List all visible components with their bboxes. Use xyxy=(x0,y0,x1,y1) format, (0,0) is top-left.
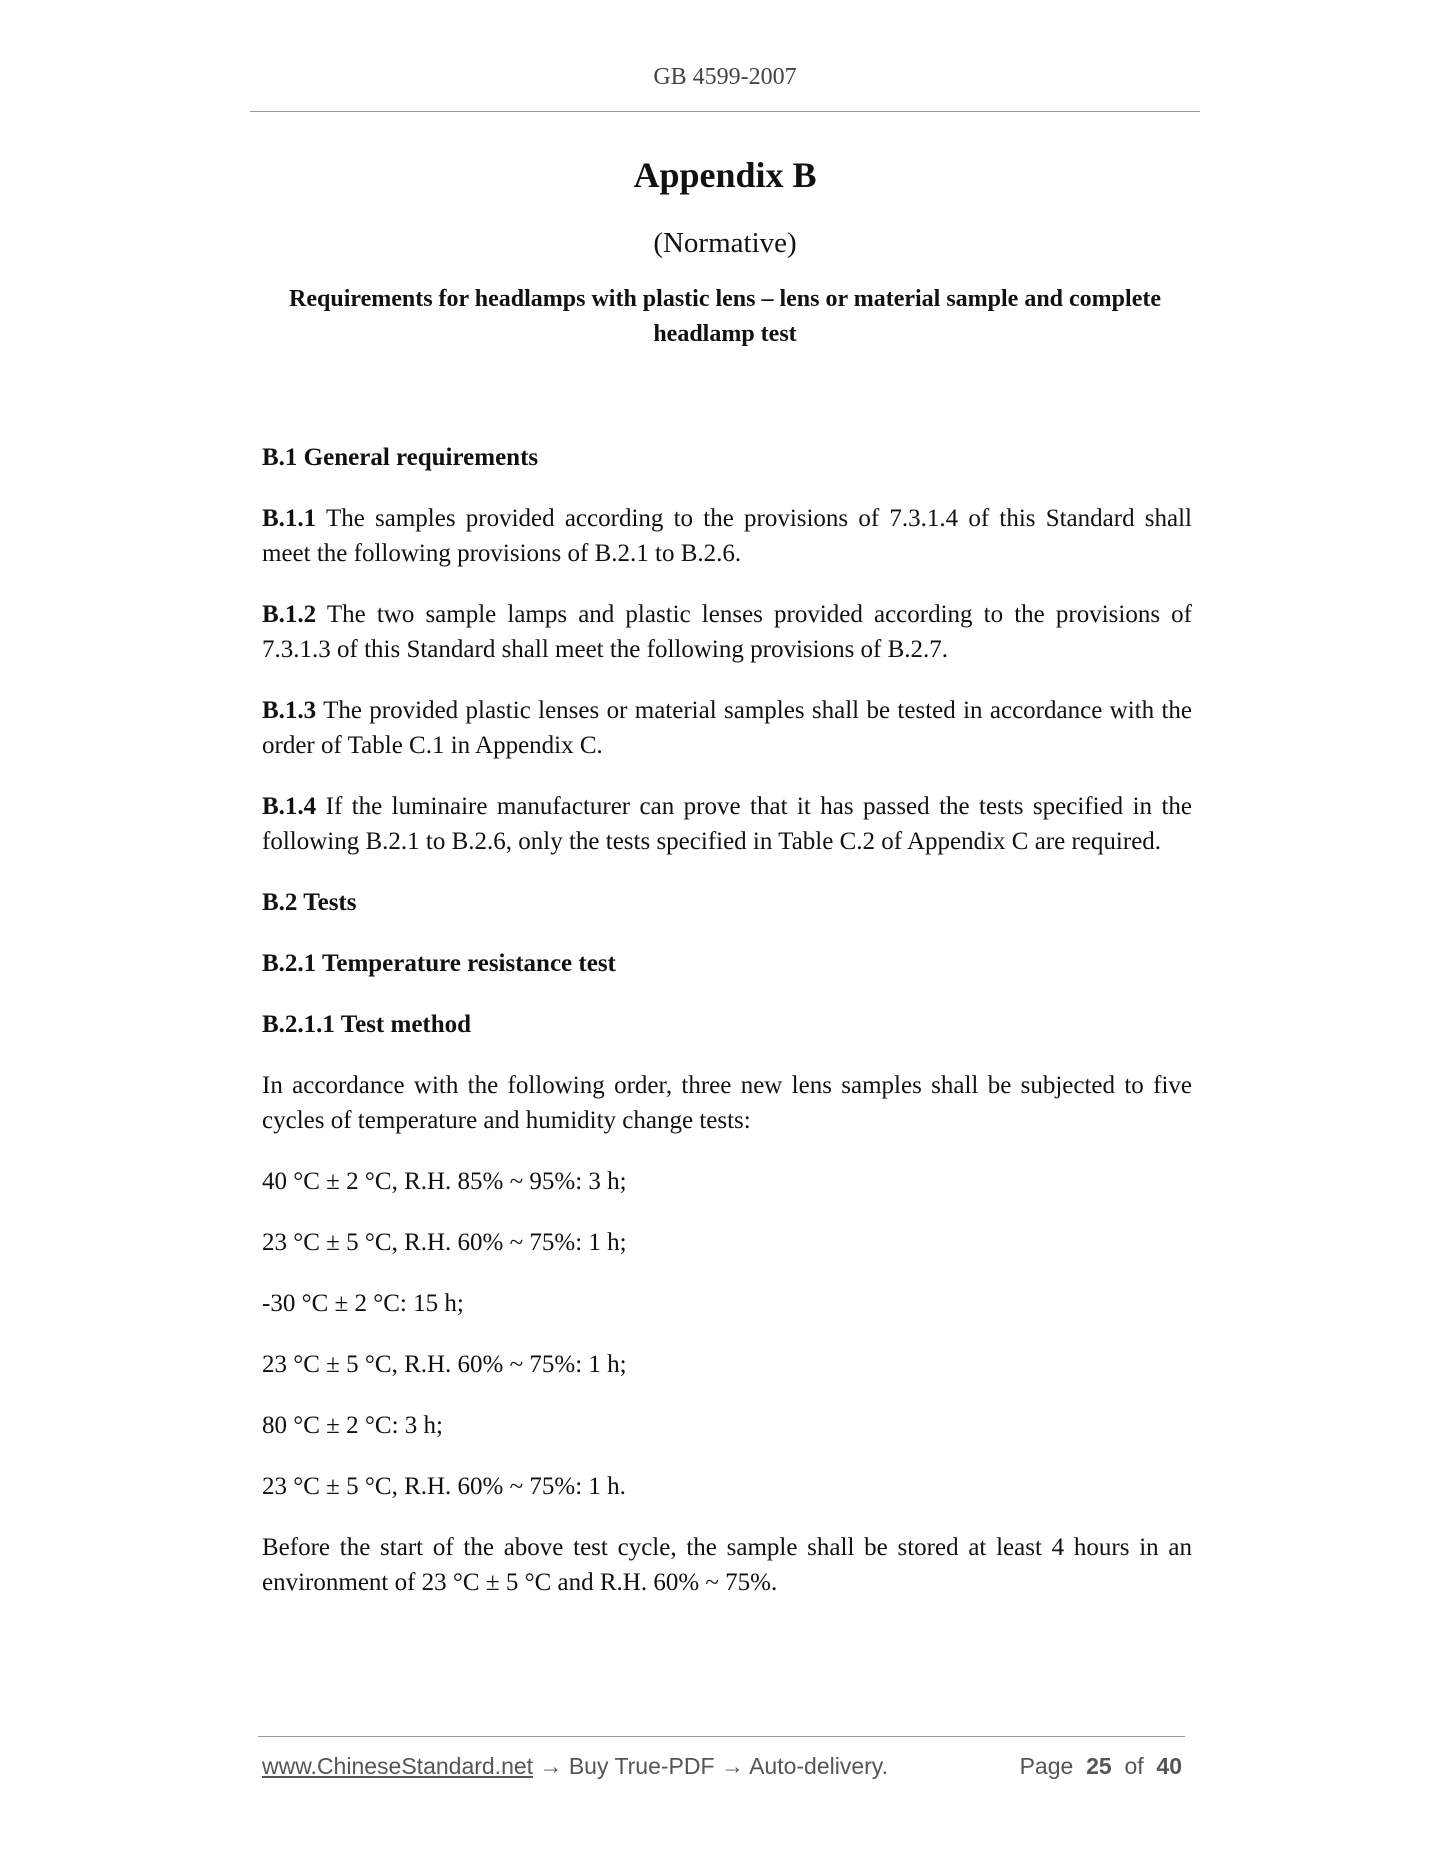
section-heading-b2: B.2 Tests xyxy=(262,889,357,916)
clause-text: If the luminaire manufacturer can prove that it has passed the tests specified in the following B.2.1 to B.2.6, only the tests specified in Table C.2 of Appendix C are required. xyxy=(262,793,1192,855)
cycle-step: 23 °C ± 5 °C, R.H. 60% ~ 75%: 1 h; xyxy=(262,1229,627,1256)
section-heading-b2-1-1: B.2.1.1 Test method xyxy=(262,1011,472,1038)
appendix-title: Appendix B xyxy=(633,155,817,195)
cycle-step: 23 °C ± 5 °C, R.H. 60% ~ 75%: 1 h. xyxy=(262,1473,626,1500)
arrow-icon: → xyxy=(533,1753,569,1779)
clause-b1-4 xyxy=(262,789,1192,859)
clause-label: B.1.3 xyxy=(262,697,317,724)
document-code: GB 4599-2007 xyxy=(653,64,797,90)
test-intro: In accordance with the following order, three new lens samples shall be subjected to five cycles of temperature and humidity change tests: xyxy=(262,1072,1192,1134)
clause-text: The samples provided according to the provisions of 7.3.1.4 of this Standard shall meet the following provisions of B.2.1 to B.2.6. xyxy=(262,505,1192,567)
delivery-text: Auto-delivery. xyxy=(749,1753,888,1779)
cycle-step: 40 °C ± 2 °C, R.H. 85% ~ 95%: 3 h; xyxy=(262,1168,627,1195)
clause-b1-3 xyxy=(262,693,1192,763)
cycle-step: 80 °C ± 2 °C: 3 h; xyxy=(262,1412,443,1439)
footer-divider xyxy=(258,1736,1185,1737)
clause-label: B.1.4 xyxy=(262,793,317,820)
page-label: Page xyxy=(1019,1753,1074,1779)
cycle-step: 23 °C ± 5 °C, R.H. 60% ~ 75%: 1 h; xyxy=(262,1351,627,1378)
clause-b1-1 xyxy=(262,501,1192,571)
footer-promo xyxy=(262,1753,888,1780)
clause-label: B.1.2 xyxy=(262,601,317,628)
section-heading-b2-1: B.2.1 Temperature resistance test xyxy=(262,950,616,977)
site-link[interactable]: www.ChineseStandard.net xyxy=(262,1753,534,1779)
appendix-subtitle: (Normative) xyxy=(653,227,797,259)
clause-label: B.1.1 xyxy=(262,505,317,532)
total-pages: 40 xyxy=(1156,1753,1182,1779)
clause-b1-2 xyxy=(262,597,1192,667)
buy-text: Buy True-PDF xyxy=(568,1753,715,1779)
document-body xyxy=(262,440,1192,1626)
cycle-step: -30 °C ± 2 °C: 15 h; xyxy=(262,1290,464,1317)
of-label: of xyxy=(1124,1753,1144,1779)
clause-text: The provided plastic lenses or material samples shall be tested in accordance with the order of Table C.1 in Appendix C. xyxy=(262,697,1192,759)
page-number: 25 xyxy=(1086,1753,1112,1779)
section-heading-b1: B.1 General requirements xyxy=(262,444,539,471)
appendix-heading: Requirements for headlamps with plastic lens – lens or material sample and complete headlamp test xyxy=(289,286,1161,347)
page-footer xyxy=(262,1753,1182,1783)
test-closing: Before the start of the above test cycle, the sample shall be stored at least 4 hours in an environment of 23 °C ± 5 °C and R.H. 60% ~ 75%. xyxy=(262,1534,1192,1596)
arrow-icon: → xyxy=(714,1753,750,1779)
clause-text: The two sample lamps and plastic lenses provided according to the provisions of 7.3.1.3 of this Standard shall meet the following provisions of B.2.7. xyxy=(262,601,1192,663)
page-indicator xyxy=(1020,1753,1182,1780)
header-divider xyxy=(250,111,1200,112)
